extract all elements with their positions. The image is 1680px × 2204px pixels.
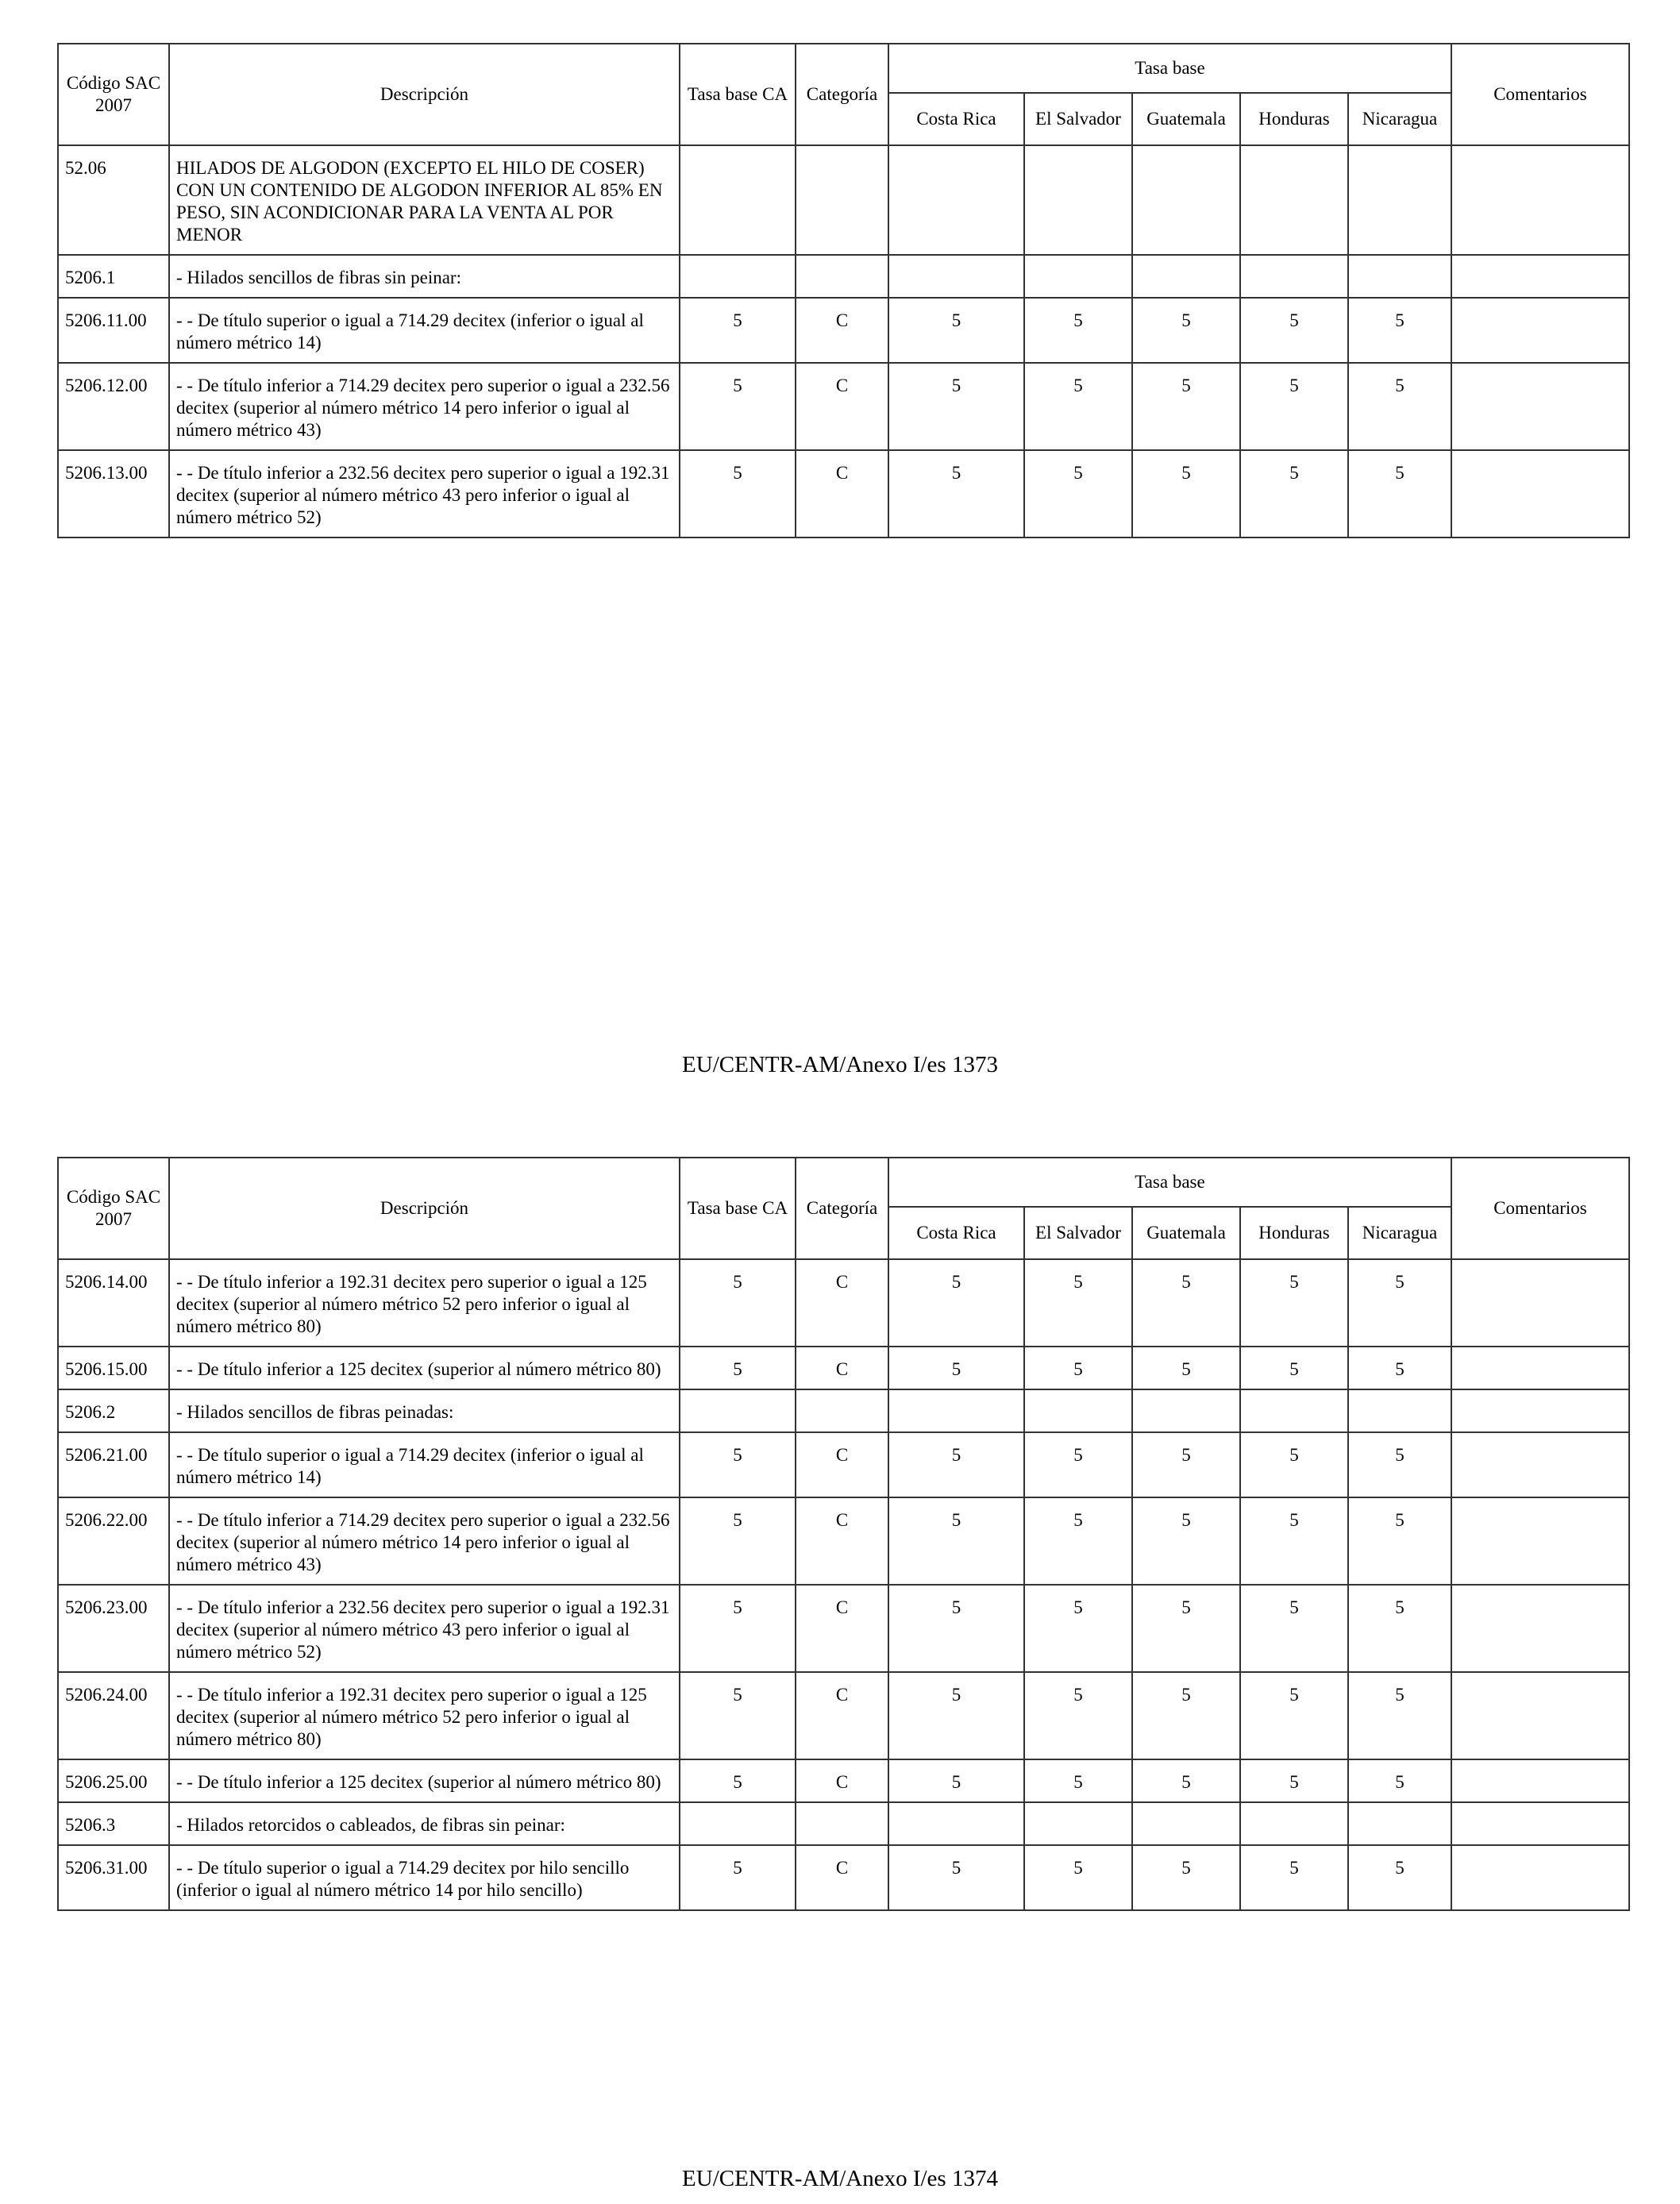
el-salvador-cell: 5: [1024, 1759, 1132, 1802]
base-rate-ca-cell: 5: [680, 1497, 796, 1585]
guatemala-cell: 5: [1132, 450, 1240, 538]
honduras-cell: 5: [1240, 1259, 1348, 1347]
table-row: [58, 1347, 1629, 1389]
base-rate-ca-cell: 5: [680, 450, 796, 538]
description-cell: - - De título superior o igual a 714.29 decitex (inferior o igual al número métrico 14): [169, 1432, 680, 1497]
guatemala-cell: 5: [1132, 1845, 1240, 1910]
header-country: Honduras: [1240, 1207, 1348, 1259]
el-salvador-cell: 5: [1024, 1845, 1132, 1910]
description-cell: - - De título inferior a 192.31 decitex pero superior o igual a 125 decitex (superior al número métrico 52 pero inferior o igual al número métrico 80): [169, 1672, 680, 1759]
code-cell: 5206.15.00: [58, 1347, 169, 1389]
description-cell: - - De título inferior a 714.29 decitex pero superior o igual a 232.56 decitex (superior al número métrico 14 pero inferior o igual al número métrico 43): [169, 1497, 680, 1585]
header-base-rate: Tasa base: [888, 44, 1451, 93]
category-cell: C: [796, 1845, 888, 1910]
guatemala-cell: 5: [1132, 1672, 1240, 1759]
table-body: [58, 1259, 1629, 1910]
nicaragua-cell: 5: [1348, 1759, 1451, 1802]
header-base-rate: Tasa base: [888, 1158, 1451, 1207]
honduras-cell: [1240, 1389, 1348, 1432]
costa-rica-cell: [888, 145, 1024, 255]
nicaragua-cell: [1348, 145, 1451, 255]
header-comments: Comentarios: [1451, 1158, 1629, 1259]
header-country: Costa Rica: [888, 1207, 1024, 1259]
base-rate-ca-cell: 5: [680, 1259, 796, 1347]
honduras-cell: [1240, 255, 1348, 298]
table-row: [58, 450, 1629, 538]
table-row: [58, 1497, 1629, 1585]
table-row: [58, 1585, 1629, 1672]
comments-cell: [1451, 1802, 1629, 1845]
header-code: Código SAC 2007: [58, 44, 169, 145]
description-cell: - Hilados retorcidos o cableados, de fibras sin peinar:: [169, 1802, 680, 1845]
comments-cell: [1451, 255, 1629, 298]
costa-rica-cell: 5: [888, 1347, 1024, 1389]
header-country: El Salvador: [1024, 1207, 1132, 1259]
honduras-cell: 5: [1240, 1347, 1348, 1389]
category-cell: [796, 1802, 888, 1845]
header-description: Descripción: [169, 44, 680, 145]
description-cell: - - De título superior o igual a 714.29 decitex (inferior o igual al número métrico 14): [169, 298, 680, 363]
honduras-cell: 5: [1240, 1432, 1348, 1497]
nicaragua-cell: 5: [1348, 1585, 1451, 1672]
header-category: Categoría: [796, 44, 888, 145]
comments-cell: [1451, 1497, 1629, 1585]
comments-cell: [1451, 1432, 1629, 1497]
nicaragua-cell: 5: [1348, 450, 1451, 538]
table-row: [58, 1389, 1629, 1432]
category-cell: C: [796, 450, 888, 538]
guatemala-cell: [1132, 1802, 1240, 1845]
comments-cell: [1451, 145, 1629, 255]
costa-rica-cell: 5: [888, 1432, 1024, 1497]
costa-rica-cell: [888, 1802, 1024, 1845]
code-cell: 5206.13.00: [58, 450, 169, 538]
el-salvador-cell: [1024, 1802, 1132, 1845]
category-cell: C: [796, 1672, 888, 1759]
el-salvador-cell: 5: [1024, 1585, 1132, 1672]
comments-cell: [1451, 1389, 1629, 1432]
category-cell: [796, 255, 888, 298]
el-salvador-cell: 5: [1024, 298, 1132, 363]
header-description: Descripción: [169, 1158, 680, 1259]
table-row: [58, 1845, 1629, 1910]
base-rate-ca-cell: [680, 255, 796, 298]
category-cell: C: [796, 1585, 888, 1672]
code-cell: 5206.24.00: [58, 1672, 169, 1759]
base-rate-ca-cell: 5: [680, 1672, 796, 1759]
el-salvador-cell: 5: [1024, 1672, 1132, 1759]
nicaragua-cell: 5: [1348, 1672, 1451, 1759]
base-rate-ca-cell: 5: [680, 1347, 796, 1389]
table-row: [58, 298, 1629, 363]
comments-cell: [1451, 1845, 1629, 1910]
description-cell: - Hilados sencillos de fibras peinadas:: [169, 1389, 680, 1432]
table-row: [58, 1432, 1629, 1497]
guatemala-cell: [1132, 255, 1240, 298]
code-cell: 5206.14.00: [58, 1259, 169, 1347]
nicaragua-cell: 5: [1348, 1347, 1451, 1389]
code-cell: 5206.21.00: [58, 1432, 169, 1497]
base-rate-ca-cell: 5: [680, 1759, 796, 1802]
page-footer: EU/CENTR-AM/Anexo I/es 1374: [682, 2166, 998, 2191]
page-footer: EU/CENTR-AM/Anexo I/es 1373: [682, 1052, 998, 1077]
table-row: [58, 363, 1629, 450]
tariff-table: [57, 1157, 1630, 1911]
code-cell: 5206.31.00: [58, 1845, 169, 1910]
base-rate-ca-cell: 5: [680, 1585, 796, 1672]
guatemala-cell: 5: [1132, 1585, 1240, 1672]
header-country: Nicaragua: [1348, 1207, 1451, 1259]
description-cell: - - De título inferior a 125 decitex (superior al número métrico 80): [169, 1759, 680, 1802]
header-category: Categoría: [796, 1158, 888, 1259]
code-cell: 5206.1: [58, 255, 169, 298]
category-cell: C: [796, 1259, 888, 1347]
guatemala-cell: [1132, 145, 1240, 255]
code-cell: 5206.25.00: [58, 1759, 169, 1802]
costa-rica-cell: 5: [888, 1672, 1024, 1759]
description-cell: HILADOS DE ALGODON (EXCEPTO EL HILO DE COSER) CON UN CONTENIDO DE ALGODON INFERIOR AL 85% EN PESO, SIN ACONDICIONAR PARA LA VENTA AL POR MENOR: [169, 145, 680, 255]
base-rate-ca-cell: [680, 1389, 796, 1432]
costa-rica-cell: 5: [888, 1585, 1024, 1672]
code-cell: 52.06: [58, 145, 169, 255]
el-salvador-cell: [1024, 1389, 1132, 1432]
guatemala-cell: 5: [1132, 1497, 1240, 1585]
tariff-table: [57, 43, 1630, 538]
costa-rica-cell: 5: [888, 1497, 1024, 1585]
description-cell: - - De título inferior a 192.31 decitex pero superior o igual a 125 decitex (superior al número métrico 52 pero inferior o igual al número métrico 80): [169, 1259, 680, 1347]
code-cell: 5206.11.00: [58, 298, 169, 363]
header-base-rate-ca: Tasa base CA: [680, 44, 796, 145]
table-row: [58, 145, 1629, 255]
category-cell: [796, 145, 888, 255]
nicaragua-cell: 5: [1348, 298, 1451, 363]
costa-rica-cell: [888, 255, 1024, 298]
description-cell: - Hilados sencillos de fibras sin peinar:: [169, 255, 680, 298]
honduras-cell: 5: [1240, 1585, 1348, 1672]
comments-cell: [1451, 1672, 1629, 1759]
comments-cell: [1451, 1259, 1629, 1347]
comments-cell: [1451, 1347, 1629, 1389]
nicaragua-cell: 5: [1348, 1845, 1451, 1910]
nicaragua-cell: 5: [1348, 1259, 1451, 1347]
costa-rica-cell: 5: [888, 298, 1024, 363]
el-salvador-cell: 5: [1024, 1497, 1132, 1585]
comments-cell: [1451, 363, 1629, 450]
comments-cell: [1451, 450, 1629, 538]
comments-cell: [1451, 1759, 1629, 1802]
base-rate-ca-cell: 5: [680, 1432, 796, 1497]
honduras-cell: 5: [1240, 1759, 1348, 1802]
description-cell: - - De título inferior a 232.56 decitex pero superior o igual a 192.31 decitex (superior al número métrico 43 pero inferior o igual al número métrico 52): [169, 1585, 680, 1672]
header-base-rate-ca: Tasa base CA: [680, 1158, 796, 1259]
honduras-cell: [1240, 1802, 1348, 1845]
header-country: El Salvador: [1024, 93, 1132, 145]
guatemala-cell: 5: [1132, 298, 1240, 363]
costa-rica-cell: 5: [888, 363, 1024, 450]
el-salvador-cell: 5: [1024, 1259, 1132, 1347]
costa-rica-cell: 5: [888, 1259, 1024, 1347]
table-row: [58, 255, 1629, 298]
base-rate-ca-cell: 5: [680, 363, 796, 450]
category-cell: C: [796, 363, 888, 450]
description-cell: - - De título inferior a 125 decitex (superior al número métrico 80): [169, 1347, 680, 1389]
category-cell: C: [796, 1347, 888, 1389]
honduras-cell: 5: [1240, 298, 1348, 363]
table-row: [58, 1802, 1629, 1845]
nicaragua-cell: 5: [1348, 363, 1451, 450]
guatemala-cell: 5: [1132, 1259, 1240, 1347]
code-cell: 5206.12.00: [58, 363, 169, 450]
header-country: Nicaragua: [1348, 93, 1451, 145]
honduras-cell: 5: [1240, 1845, 1348, 1910]
guatemala-cell: 5: [1132, 1759, 1240, 1802]
header-code: Código SAC 2007: [58, 1158, 169, 1259]
header-country: Honduras: [1240, 93, 1348, 145]
header-country: Guatemala: [1132, 1207, 1240, 1259]
nicaragua-cell: 5: [1348, 1432, 1451, 1497]
code-cell: 5206.2: [58, 1389, 169, 1432]
costa-rica-cell: 5: [888, 1845, 1024, 1910]
description-cell: - - De título inferior a 232.56 decitex pero superior o igual a 192.31 decitex (superior al número métrico 43 pero inferior o igual al número métrico 52): [169, 450, 680, 538]
el-salvador-cell: 5: [1024, 363, 1132, 450]
table-body: [58, 145, 1629, 538]
base-rate-ca-cell: 5: [680, 1845, 796, 1910]
base-rate-ca-cell: [680, 145, 796, 255]
table-row: [58, 1759, 1629, 1802]
category-cell: [796, 1389, 888, 1432]
nicaragua-cell: [1348, 255, 1451, 298]
category-cell: C: [796, 1759, 888, 1802]
guatemala-cell: 5: [1132, 1432, 1240, 1497]
el-salvador-cell: [1024, 255, 1132, 298]
honduras-cell: 5: [1240, 450, 1348, 538]
honduras-cell: 5: [1240, 1672, 1348, 1759]
code-cell: 5206.22.00: [58, 1497, 169, 1585]
el-salvador-cell: 5: [1024, 1432, 1132, 1497]
el-salvador-cell: 5: [1024, 450, 1132, 538]
category-cell: C: [796, 1432, 888, 1497]
nicaragua-cell: [1348, 1802, 1451, 1845]
honduras-cell: 5: [1240, 363, 1348, 450]
honduras-cell: 5: [1240, 1497, 1348, 1585]
el-salvador-cell: 5: [1024, 1347, 1132, 1389]
header-country: Costa Rica: [888, 93, 1024, 145]
category-cell: C: [796, 1497, 888, 1585]
code-cell: 5206.23.00: [58, 1585, 169, 1672]
code-cell: 5206.3: [58, 1802, 169, 1845]
base-rate-ca-cell: [680, 1802, 796, 1845]
el-salvador-cell: [1024, 145, 1132, 255]
category-cell: C: [796, 298, 888, 363]
costa-rica-cell: [888, 1389, 1024, 1432]
comments-cell: [1451, 298, 1629, 363]
honduras-cell: [1240, 145, 1348, 255]
costa-rica-cell: 5: [888, 1759, 1024, 1802]
description-cell: - - De título inferior a 714.29 decitex pero superior o igual a 232.56 decitex (superior al número métrico 14 pero inferior o igual al número métrico 43): [169, 363, 680, 450]
guatemala-cell: 5: [1132, 1347, 1240, 1389]
header-comments: Comentarios: [1451, 44, 1629, 145]
nicaragua-cell: 5: [1348, 1497, 1451, 1585]
guatemala-cell: 5: [1132, 363, 1240, 450]
table-row: [58, 1672, 1629, 1759]
costa-rica-cell: 5: [888, 450, 1024, 538]
description-cell: - - De título superior o igual a 714.29 decitex por hilo sencillo (inferior o igual al número métrico 14 por hilo sencillo): [169, 1845, 680, 1910]
comments-cell: [1451, 1585, 1629, 1672]
nicaragua-cell: [1348, 1389, 1451, 1432]
base-rate-ca-cell: 5: [680, 298, 796, 363]
guatemala-cell: [1132, 1389, 1240, 1432]
table-row: [58, 1259, 1629, 1347]
header-country: Guatemala: [1132, 93, 1240, 145]
